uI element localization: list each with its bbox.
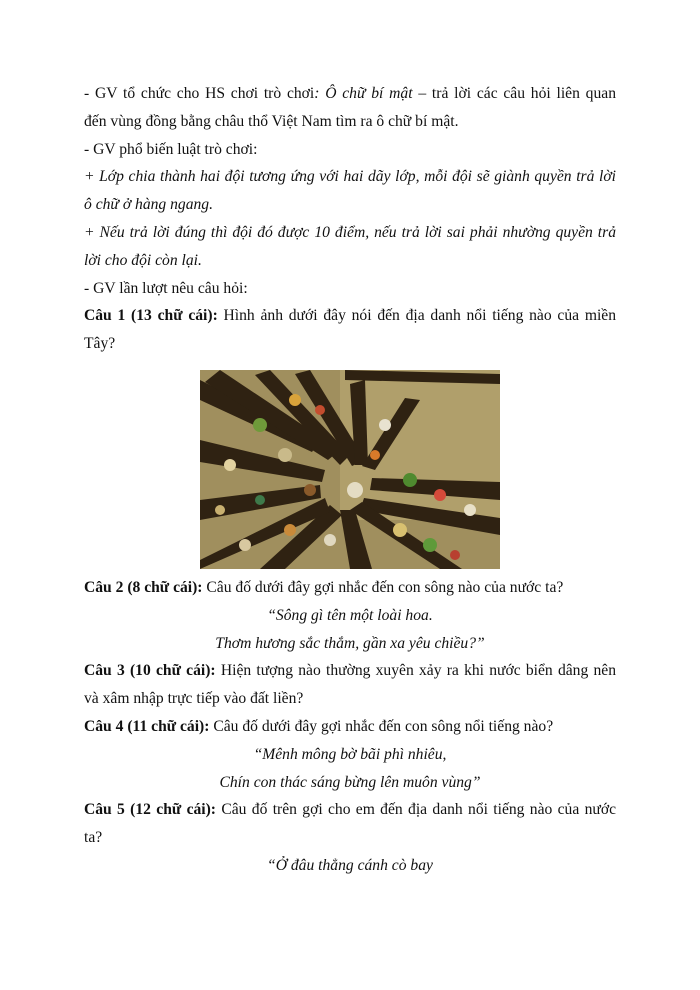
intro-text: - GV tổ chức cho HS chơi trò chơi xyxy=(84,85,315,102)
question-text: Câu đố trên gợi cho em đến địa danh nổi tiếng nào của nước xyxy=(216,801,617,819)
intro-paragraph-1-line2: đến vùng đồng bằng châu thổ Việt Nam tìm ra ô chữ bí mật. xyxy=(84,112,459,130)
photo-container xyxy=(84,370,616,569)
question-5 xyxy=(84,796,616,824)
question-text: Câu đố dưới đây gợi nhắc đến con sông nào của nước ta? xyxy=(202,578,564,596)
intro-paragraph-3: - GV lần lượt nêu câu hỏi: xyxy=(84,279,248,297)
question-label: Câu 5 (12 chữ cái): xyxy=(84,801,217,819)
question-4-verse-2: Chín con thác sáng bừng lên muôn vùng” xyxy=(219,773,481,791)
question-text: Câu đố dưới đây gợi nhắc đến con sông nổi tiếng nào? xyxy=(209,717,554,735)
question-4-verse-1: “Mênh mông bờ bãi phì nhiêu, xyxy=(253,745,447,763)
question-text: Hình ảnh dưới đây nói đến địa danh nổi tiếng nào của miền xyxy=(217,307,617,325)
intro-paragraph-2: - GV phổ biến luật trò chơi: xyxy=(84,140,258,158)
rule-2-line2: lời cho đội còn lại. xyxy=(84,251,202,269)
intro-paragraph-1 xyxy=(84,80,616,108)
intro-text-cont: – trả lời các câu hỏi liên quan xyxy=(412,85,616,102)
question-label: Câu 2 (8 chữ cái): xyxy=(84,578,203,596)
question-label: Câu 4 (11 chữ cái): xyxy=(84,717,210,735)
floating-market-photo xyxy=(200,370,500,569)
question-2-verse-2: Thơm hương sắc thắm, gần xa yêu chiều?” xyxy=(215,634,485,652)
question-text: Hiện tượng nào thường xuyên xảy ra khi nước biển dâng nên xyxy=(215,662,616,680)
question-5-line2: ta? xyxy=(84,829,103,847)
game-name: : Ô chữ bí mật xyxy=(314,85,413,102)
question-2 xyxy=(84,574,616,602)
rule-1-line2: ô chữ ở hàng ngang. xyxy=(84,196,214,214)
rule-1: + Lớp chia thành hai đội tương ứng với hai dãy lớp, mỗi đội sẽ giành quyền trả lời xyxy=(84,168,616,186)
document-page xyxy=(84,80,616,880)
question-label: Câu 1 (13 chữ cái): xyxy=(84,307,218,325)
question-1 xyxy=(84,302,616,330)
question-3 xyxy=(84,657,616,685)
question-2-verse-1: “Sông gì tên một loài hoa. xyxy=(267,606,433,624)
question-3-line2: và xâm nhập trực tiếp vào đất liền? xyxy=(84,690,304,708)
question-5-verse-1: “Ở đâu thẳng cánh cò bay xyxy=(267,856,433,874)
question-4 xyxy=(84,713,616,741)
question-label: Câu 3 (10 chữ cái): xyxy=(84,662,216,680)
rule-2: + Nếu trả lời đúng thì đội đó được 10 điểm, nếu trả lời sai phải nhường quyền trả xyxy=(84,223,616,241)
question-1-line2: Tây? xyxy=(84,335,116,353)
